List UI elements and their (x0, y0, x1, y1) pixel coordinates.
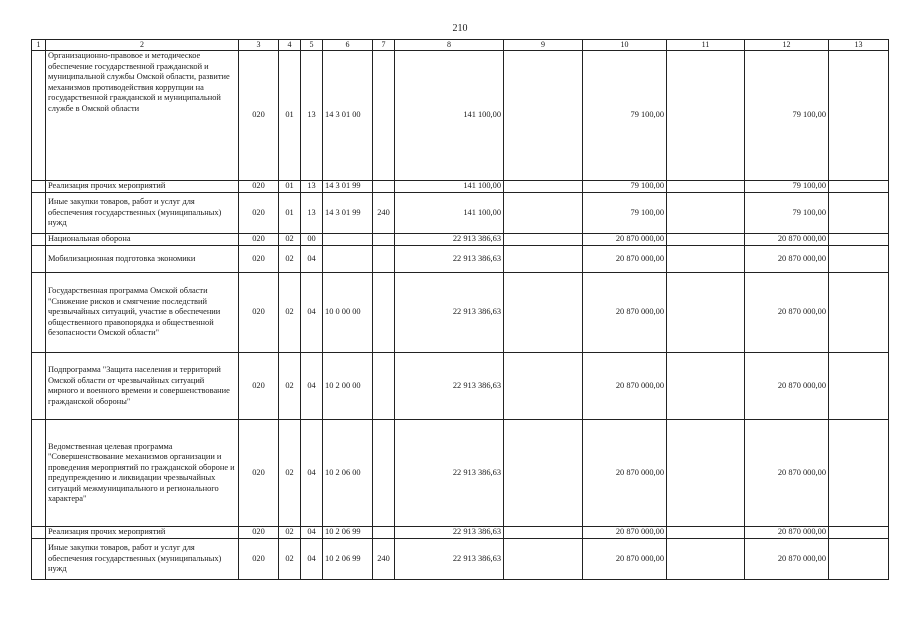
empty-cell (667, 51, 745, 181)
amount-col8: 22 913 386,63 (395, 234, 504, 246)
ministry-code: 020 (239, 539, 279, 580)
section-code: 02 (279, 273, 301, 353)
item-name: Иные закупки товаров, работ и услуг для обеспечения государственных (муниципальных) нужд (46, 193, 239, 234)
table-row (32, 181, 889, 193)
section-code: 02 (279, 527, 301, 539)
row-index-cell (32, 234, 46, 246)
row-index-cell (32, 181, 46, 193)
subsection-code: 04 (301, 420, 323, 527)
row-index-cell (32, 193, 46, 234)
table-row (32, 527, 889, 539)
row-index-cell (32, 420, 46, 527)
table-row (32, 234, 889, 246)
subsection-code: 04 (301, 273, 323, 353)
amount-col12: 20 870 000,00 (745, 527, 829, 539)
amount-col8: 141 100,00 (395, 181, 504, 193)
item-name: Государственная программа Омской области "Снижение рисков и смягчение последствий чрезвычайных ситуаций, участие в обеспечении общественного правопорядка и общественной безопасности Омской области" (46, 273, 239, 353)
target-article-code (323, 246, 373, 273)
amount-col12: 20 870 000,00 (745, 246, 829, 273)
item-name: Иные закупки товаров, работ и услуг для обеспечения государственных (муниципальных) нужд (46, 539, 239, 580)
item-name: Мобилизационная подготовка экономики (46, 246, 239, 273)
expense-type-code (373, 420, 395, 527)
empty-cell (667, 193, 745, 234)
amount-col8: 22 913 386,63 (395, 353, 504, 420)
empty-cell (829, 273, 889, 353)
budget-table (31, 39, 889, 580)
amount-col10: 20 870 000,00 (583, 539, 667, 580)
expense-type-code (373, 181, 395, 193)
empty-cell (504, 420, 583, 527)
target-article-code: 10 2 06 99 (323, 539, 373, 580)
section-code: 02 (279, 539, 301, 580)
empty-cell (667, 273, 745, 353)
amount-col8: 22 913 386,63 (395, 273, 504, 353)
column-header: 5 (301, 40, 323, 51)
empty-cell (829, 246, 889, 273)
empty-cell (504, 51, 583, 181)
amount-col8: 141 100,00 (395, 193, 504, 234)
expense-type-code (373, 246, 395, 273)
subsection-code: 04 (301, 539, 323, 580)
column-header: 13 (829, 40, 889, 51)
empty-cell (504, 527, 583, 539)
page-number: 210 (452, 23, 468, 34)
amount-col10: 79 100,00 (583, 193, 667, 234)
item-name: Подпрограмма "Защита населения и территорий Омской области от чрезвычайных ситуаций мирного и военного времени и совершенствование гражданской обороны" (46, 353, 239, 420)
expense-type-code: 240 (373, 193, 395, 234)
column-header: 4 (279, 40, 301, 51)
empty-cell (504, 193, 583, 234)
subsection-code: 04 (301, 246, 323, 273)
column-header: 9 (504, 40, 583, 51)
target-article-code: 10 2 00 00 (323, 353, 373, 420)
empty-cell (667, 246, 745, 273)
ministry-code: 020 (239, 193, 279, 234)
column-header: 8 (395, 40, 504, 51)
subsection-code: 13 (301, 193, 323, 234)
empty-cell (667, 539, 745, 580)
row-index-cell (32, 353, 46, 420)
subsection-code: 04 (301, 527, 323, 539)
empty-cell (667, 527, 745, 539)
section-code: 02 (279, 353, 301, 420)
target-article-code: 10 0 00 00 (323, 273, 373, 353)
row-index-cell (32, 51, 46, 181)
empty-cell (829, 51, 889, 181)
expense-type-code (373, 234, 395, 246)
table-row (32, 193, 889, 234)
empty-cell (829, 234, 889, 246)
table-row (32, 353, 889, 420)
empty-cell (504, 353, 583, 420)
amount-col12: 79 100,00 (745, 193, 829, 234)
column-number-header (32, 40, 889, 51)
empty-cell (504, 273, 583, 353)
section-code: 01 (279, 193, 301, 234)
column-header: 2 (46, 40, 239, 51)
ministry-code: 020 (239, 273, 279, 353)
amount-col10: 79 100,00 (583, 51, 667, 181)
subsection-code: 04 (301, 353, 323, 420)
amount-col10: 79 100,00 (583, 181, 667, 193)
expense-type-code (373, 273, 395, 353)
amount-col12: 79 100,00 (745, 181, 829, 193)
table-row (32, 539, 889, 580)
expense-type-code: 240 (373, 539, 395, 580)
target-article-code: 10 2 06 99 (323, 527, 373, 539)
ministry-code: 020 (239, 246, 279, 273)
column-header: 11 (667, 40, 745, 51)
amount-col12: 20 870 000,00 (745, 234, 829, 246)
empty-cell (667, 420, 745, 527)
section-code: 02 (279, 420, 301, 527)
item-name: Организационно-правовое и методическое обеспечение государственной гражданской и муниципальной службы Омской области, развитие механизмов противодействия коррупции на государственной гражданской и муниципальной службе в Омской области (46, 51, 239, 181)
ministry-code: 020 (239, 527, 279, 539)
row-index-cell (32, 539, 46, 580)
amount-col10: 20 870 000,00 (583, 234, 667, 246)
column-header: 6 (323, 40, 373, 51)
ministry-code: 020 (239, 420, 279, 527)
item-name: Национальная оборона (46, 234, 239, 246)
empty-cell (829, 539, 889, 580)
empty-cell (504, 539, 583, 580)
target-article-code: 14 3 01 00 (323, 51, 373, 181)
column-header: 12 (745, 40, 829, 51)
column-header: 1 (32, 40, 46, 51)
amount-col8: 22 913 386,63 (395, 246, 504, 273)
expense-type-code (373, 353, 395, 420)
ministry-code: 020 (239, 181, 279, 193)
empty-cell (829, 527, 889, 539)
empty-cell (667, 353, 745, 420)
section-code: 01 (279, 181, 301, 193)
expense-type-code (373, 527, 395, 539)
table-row (32, 273, 889, 353)
amount-col10: 20 870 000,00 (583, 420, 667, 527)
target-article-code: 10 2 06 00 (323, 420, 373, 527)
empty-cell (667, 234, 745, 246)
empty-cell (829, 193, 889, 234)
amount-col8: 141 100,00 (395, 51, 504, 181)
amount-col8: 22 913 386,63 (395, 527, 504, 539)
empty-cell (829, 181, 889, 193)
section-code: 01 (279, 51, 301, 181)
amount-col10: 20 870 000,00 (583, 527, 667, 539)
amount-col12: 79 100,00 (745, 51, 829, 181)
row-index-cell (32, 246, 46, 273)
subsection-code: 13 (301, 181, 323, 193)
amount-col10: 20 870 000,00 (583, 353, 667, 420)
empty-cell (829, 353, 889, 420)
table-row (32, 420, 889, 527)
amount-col10: 20 870 000,00 (583, 273, 667, 353)
table-row (32, 246, 889, 273)
target-article-code: 14 3 01 99 (323, 181, 373, 193)
empty-cell (829, 420, 889, 527)
table-row (32, 51, 889, 181)
expense-type-code (373, 51, 395, 181)
ministry-code: 020 (239, 234, 279, 246)
empty-cell (504, 181, 583, 193)
ministry-code: 020 (239, 51, 279, 181)
amount-col12: 20 870 000,00 (745, 273, 829, 353)
empty-cell (504, 246, 583, 273)
section-code: 02 (279, 234, 301, 246)
row-index-cell (32, 273, 46, 353)
amount-col8: 22 913 386,63 (395, 539, 504, 580)
amount-col12: 20 870 000,00 (745, 539, 829, 580)
row-index-cell (32, 527, 46, 539)
ministry-code: 020 (239, 353, 279, 420)
item-name: Ведомственная целевая программа "Совершенствование механизмов организации и проведения мероприятий по гражданской обороне и предупреждению и ликвидации чрезвычайных ситуаций межмуниципального и регионального характера" (46, 420, 239, 527)
item-name: Реализация прочих мероприятий (46, 181, 239, 193)
target-article-code (323, 234, 373, 246)
column-header: 3 (239, 40, 279, 51)
empty-cell (504, 234, 583, 246)
subsection-code: 13 (301, 51, 323, 181)
amount-col8: 22 913 386,63 (395, 420, 504, 527)
column-header: 10 (583, 40, 667, 51)
section-code: 02 (279, 246, 301, 273)
item-name: Реализация прочих мероприятий (46, 527, 239, 539)
amount-col12: 20 870 000,00 (745, 420, 829, 527)
amount-col10: 20 870 000,00 (583, 246, 667, 273)
amount-col12: 20 870 000,00 (745, 353, 829, 420)
subsection-code: 00 (301, 234, 323, 246)
empty-cell (667, 181, 745, 193)
column-header: 7 (373, 40, 395, 51)
target-article-code: 14 3 01 99 (323, 193, 373, 234)
